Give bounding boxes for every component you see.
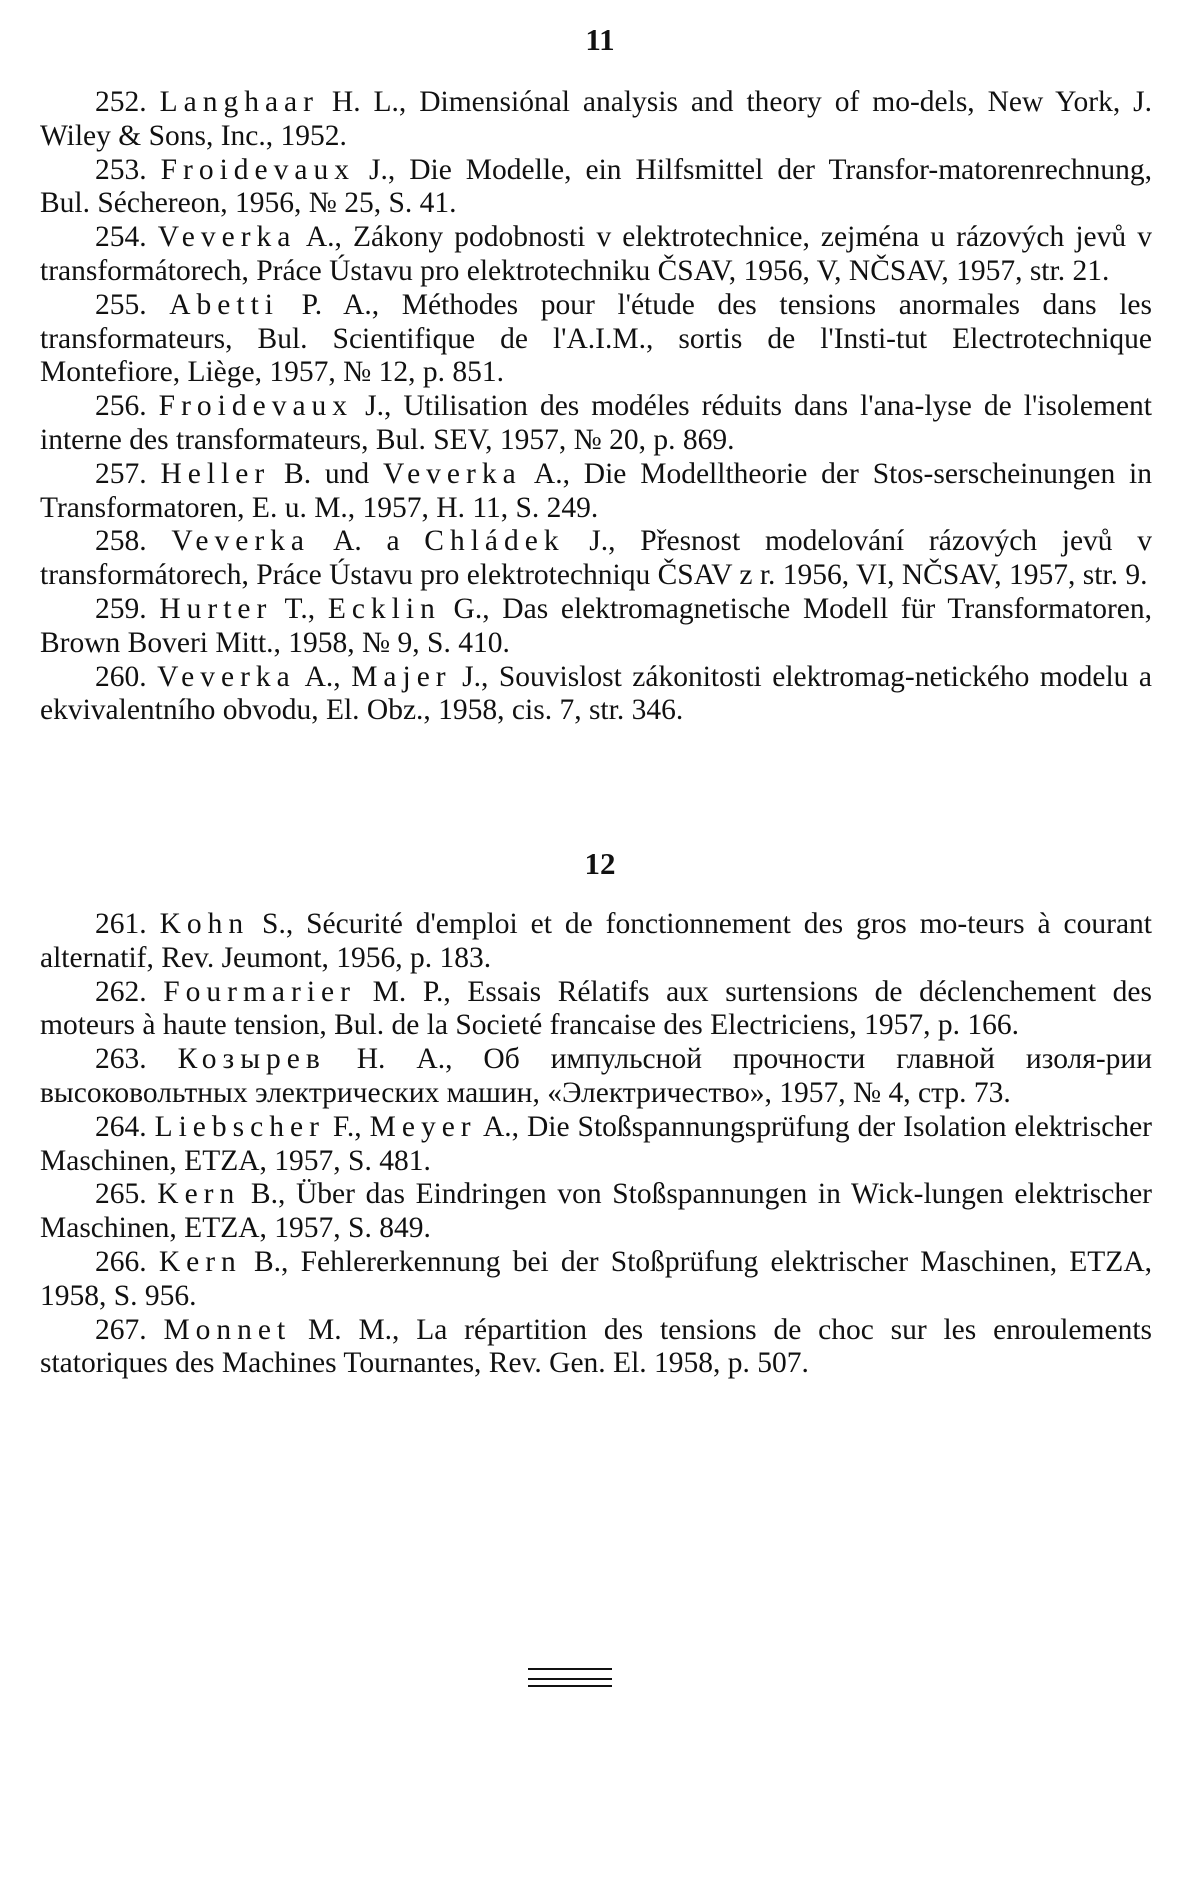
reference-item: 256. Froidevaux J., Utilisation des modéles réduits dans l'ana-lyse de l'isolement interne des transformateurs, Bul. SEV, 1957, № 20, p. 869. — [40, 390, 1152, 458]
reference-item: 264. Liebscher F., Meyer A., Die Stoßspannungsprüfung der Isolation elektrischer Maschinen, ETZA, 1957, S. 481. — [40, 1111, 1152, 1179]
end-rule — [528, 1668, 612, 1670]
reference-item: 267. Monnet M. M., La répartition des tensions de choc sur les enroulements statoriques des Machines Tournantes, Rev. Gen. El. 1958, p. 507. — [40, 1314, 1152, 1382]
reference-list — [40, 908, 1152, 1381]
reference-item: 266. Kern B., Fehlererkennung bei der Stoßprüfung elektrischer Maschinen, ETZA, 1958, S. 956. — [40, 1246, 1152, 1314]
section-number: 12 — [0, 846, 1200, 882]
reference-list — [40, 86, 1152, 728]
reference-item: 253. Froidevaux J., Die Modelle, ein Hilfsmittel der Transfor-matorenrechnung, Bul. Séchereon, 1956, № 25, S. 41. — [40, 154, 1152, 222]
document-page — [0, 0, 1200, 1903]
section-number: 11 — [0, 22, 1200, 58]
end-rule — [528, 1678, 612, 1680]
reference-item: 258. Veverka A. a Chládek J., Přesnost modelování rázových jevů v transformátorech, Práce Ústavu pro elektrotechniqu ČSAV z r. 1956, VI, NČSAV, 1957, str. 9. — [40, 525, 1152, 593]
reference-item: 252. Langhaar H. L., Dimensiónal analysis and theory of mo-dels, New York, J. Wiley & Sons, Inc., 1952. — [40, 86, 1152, 154]
reference-item: 254. Veverka A., Zákony podobnosti v elektrotechnice, zejména u rázových jevů v transformátorech, Práce Ústavu pro elektrotechniku ČSAV, 1956, V, NČSAV, 1957, str. 21. — [40, 221, 1152, 289]
reference-item: 260. Veverka A., Majer J., Souvislost zákonitosti elektromag-netického modelu a ekvivalentního obvodu, El. Obz., 1958, cis. 7, str. 346. — [40, 661, 1152, 729]
reference-item: 265. Kern B., Über das Eindringen von Stoßspannungen in Wick-lungen elektrischer Maschinen, ETZA, 1957, S. 849. — [40, 1178, 1152, 1246]
reference-item: 261. Kohn S., Sécurité d'emploi et de fonctionnement des gros mo-teurs à courant alternatif, Rev. Jeumont, 1956, p. 183. — [40, 908, 1152, 976]
reference-item: 263. Козырев Н. А., Об импульсной прочности главной изоля-рии высоковольтных электрических машин, «Электричество», 1957, № 4, стр. 73. — [40, 1043, 1152, 1111]
reference-item: 255. Abetti P. A., Méthodes pour l'étude des tensions anormales dans les transformateurs, Bul. Scientifique de l'A.I.M., sortis de l'Insti-tut Electrotechnique Montefiore, Liège, 1957, № 12, p. 851. — [40, 289, 1152, 390]
reference-item: 262. Fourmarier M. P., Essais Rélatifs aux surtensions de déclenchement des moteurs à haute tension, Bul. de la Societé francaise des Electriciens, 1957, p. 166. — [40, 976, 1152, 1044]
reference-item: 257. Heller B. und Veverka A., Die Modelltheorie der Stos-serscheinungen in Transformatoren, E. u. M., 1957, H. 11, S. 249. — [40, 458, 1152, 526]
end-rule — [528, 1685, 612, 1687]
reference-item: 259. Hurter T., Ecklin G., Das elektromagnetische Modell für Transformatoren, Brown Boveri Mitt., 1958, № 9, S. 410. — [40, 593, 1152, 661]
